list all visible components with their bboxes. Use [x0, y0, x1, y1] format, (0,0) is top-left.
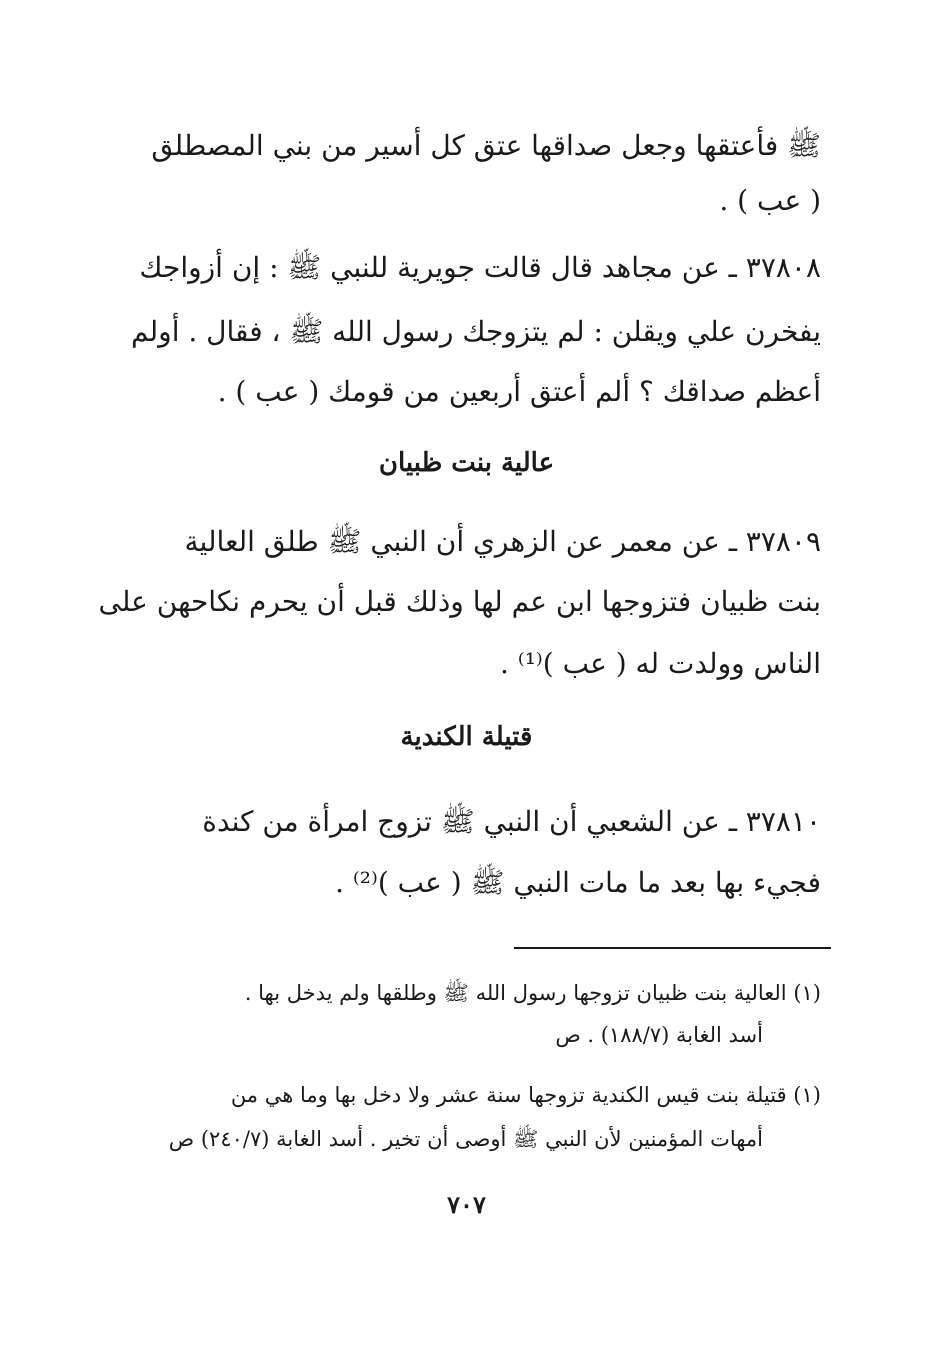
para3-line1: ٣٧٨٠٩ ـ عن معمر عن الزهري أن النبي ﷺ طلق العالية — [184, 525, 821, 558]
footnote2-line2: أمهات المؤمنين لأن النبي ﷺ أوصى أن تخير . أسد الغابة (٢٤٠/٧) ص — [168, 1127, 763, 1151]
para1-line1: ﷺ فأعتقها وجعل صداقها عتق كل أسير من بني المصطلق — [151, 129, 821, 162]
para2-line2: يفخرن علي ويقلن : لم يتزوجك رسول الله ﷺ ، فقال . أولم — [131, 315, 821, 348]
page-number: ٧٠٧ — [447, 1190, 486, 1219]
para4-line1: ٣٧٨١٠ ـ عن الشعبي أن النبي ﷺ تزوج امرأة من كندة — [202, 805, 821, 838]
footnote1-line1: (١) العالية بنت ظبيان تزوجها رسول الله ﷺ وطلقها ولم يدخل بها . — [244, 981, 821, 1005]
para1-line2: ( عب ) . — [719, 184, 821, 217]
footnote1-line2: أسد الغابة (١٨٨/٧) . ص — [555, 1023, 763, 1047]
para2-line1: ٣٧٨٠٨ ـ عن مجاهد قال قالت جويرية للنبي ﷺ : إن أزواجك — [139, 251, 821, 284]
footnote2-line1: (١) قتيلة بنت قيس الكندية تزوجها سنة عشر ولا دخل بها وما هي من — [230, 1083, 821, 1107]
para3-line2: بنت ظبيان فتزوجها ابن عم لها وذلك قبل أن يحرم نكاحهن على — [98, 585, 821, 618]
footnote-separator — [514, 947, 831, 949]
para4-line2: فجيء بها بعد ما مات النبي ﷺ ( عب )⁽²⁾ . — [335, 866, 821, 899]
para2-line3: أعظم صداقك ؟ ألم أعتق أربعين من قومك ( عب ) . — [217, 375, 821, 408]
para3-line3: الناس وولدت له ( عب )⁽¹⁾ . — [500, 647, 821, 680]
section-heading-qutayla: قتيلة الكندية — [400, 722, 533, 752]
section-heading-aliya: عالية بنت ظبيان — [378, 448, 555, 478]
